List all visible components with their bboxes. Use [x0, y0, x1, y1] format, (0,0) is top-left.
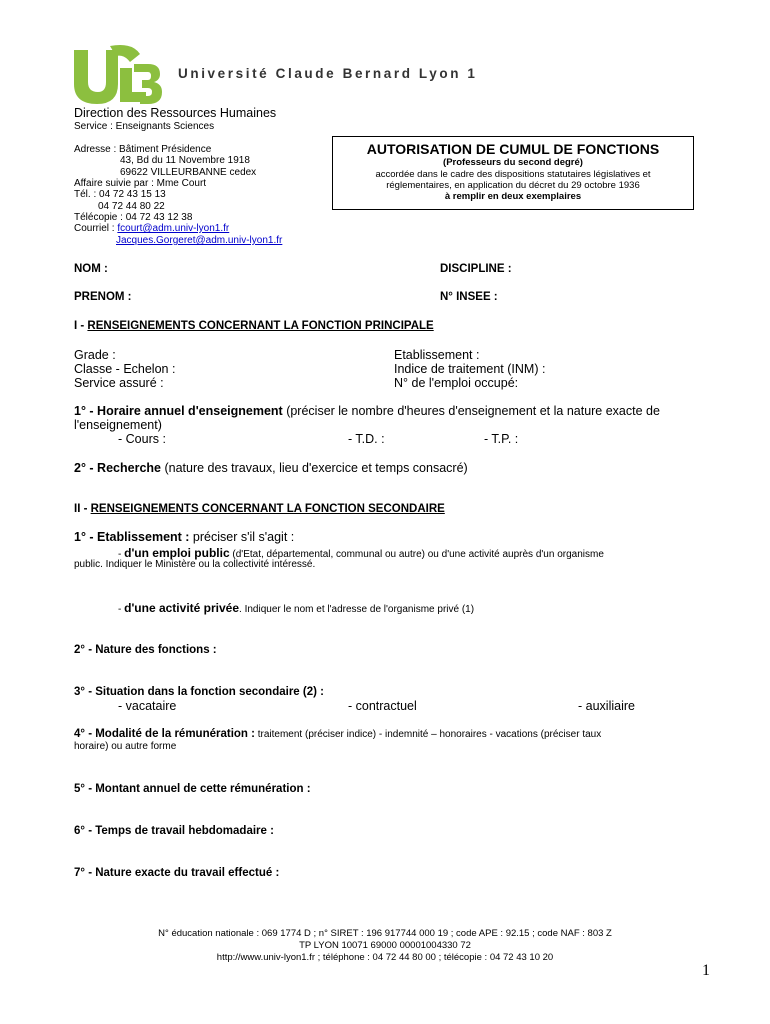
question-nature-functions: 2° - Nature des fonctions :	[74, 644, 217, 656]
question-research: 2° - Recherche (nature des travaux, lieu d'exercice et temps consacré)	[74, 461, 468, 475]
university-name: Université Claude Bernard Lyon 1	[178, 66, 478, 81]
phone-line: Tél. : 04 72 43 15 13	[74, 189, 166, 200]
question-work-nature: 7° - Nature exacte du travail effectué :	[74, 867, 280, 879]
tp-label: - T.P. :	[484, 432, 519, 446]
question-hours-cont: l'enseignement)	[74, 418, 162, 432]
university-logo	[70, 42, 162, 108]
fax-line: Télécopie : 04 72 43 12 38	[74, 212, 193, 223]
etablissement-label: Etablissement :	[394, 348, 480, 362]
email-link[interactable]: Jacques.Gorgeret@adm.univ-lyon1.fr	[116, 235, 283, 246]
nom-label: NOM :	[74, 263, 108, 275]
address-line: Adresse : Bâtiment Présidence	[74, 144, 212, 155]
footer-line: TP LYON 10071 69000 00001004330 72	[299, 940, 471, 951]
auxiliaire-option: - auxiliaire	[578, 699, 635, 713]
phone-line: 04 72 44 80 22	[98, 201, 165, 212]
email-link[interactable]: fcourt@adm.univ-lyon1.fr	[117, 223, 230, 234]
footer-line: http://www.univ-lyon1.fr ; téléphone : 04 72 44 80 00 ; télécopie : 04 72 43 10 20	[216, 952, 554, 963]
address-line: 43, Bd du 11 Novembre 1918	[120, 155, 250, 166]
followed-by: Affaire suivie par : Mme Court	[74, 178, 207, 189]
prenom-label: PRENOM :	[74, 291, 132, 303]
service-name: Service : Enseignants Sciences	[74, 121, 215, 132]
section-2-heading: II - RENSEIGNEMENTS CONCERNANT LA FONCTION SECONDAIRE	[74, 503, 445, 515]
form-subtitle: (Professeurs du second degré)	[443, 157, 583, 168]
insee-label: N° INSEE :	[440, 291, 498, 303]
form-instruction: à remplir en deux exemplaires	[444, 191, 582, 202]
question-establishment: 1° - Etablissement : préciser s'il s'agit :	[74, 530, 295, 544]
private-activity-option: - d'une activité privée. Indiquer le nom et l'adresse de l'organisme privé (1)	[118, 601, 475, 615]
direction-name: Direction des Ressources Humaines	[74, 106, 277, 120]
address-line: 69622 VILLEURBANNE cedex	[120, 167, 257, 178]
public-job-option: - d'un emploi public (d'Etat, départemental, communal ou autre) ou d'une activité auprès d'un organisme	[118, 546, 604, 560]
question-remuneration-cont: horaire) ou autre forme	[74, 741, 177, 752]
question-hours: 1° - Horaire annuel d'enseignement (préciser le nombre d'heures d'enseignement et la nature exacte de	[74, 404, 660, 418]
contractuel-option: - contractuel	[348, 699, 417, 713]
section-1-heading: I - RENSEIGNEMENTS CONCERNANT LA FONCTION PRINCIPALE	[74, 320, 434, 332]
form-description: accordée dans le cadre des dispositions statutaires législatives et	[375, 169, 651, 180]
title-box	[332, 136, 694, 210]
td-label: - T.D. :	[348, 432, 385, 446]
question-annual-amount: 5° - Montant annuel de cette rémunération :	[74, 783, 311, 795]
classe-label: Classe - Echelon :	[74, 362, 176, 376]
email-line	[74, 223, 229, 234]
form-title: AUTORISATION DE CUMUL DE FONCTIONS	[366, 141, 660, 157]
page-number: 1	[702, 962, 710, 979]
question-weekly-time: 6° - Temps de travail hebdomadaire :	[74, 825, 274, 837]
question-situation: 3° - Situation dans la fonction secondaire (2) :	[74, 686, 324, 698]
cours-label: - Cours :	[118, 432, 166, 446]
vacataire-option: - vacataire	[118, 699, 177, 713]
form-description: réglementaires, en application du décret du 29 octobre 1936	[386, 180, 640, 191]
discipline-label: DISCIPLINE :	[440, 263, 512, 275]
indice-label: Indice de traitement (INM) :	[394, 362, 546, 376]
grade-label: Grade :	[74, 348, 116, 362]
question-remuneration: 4° - Modalité de la rémunération : traitement (préciser indice) - indemnité – honoraires - vacations (préciser taux	[74, 728, 602, 740]
public-job-option-cont: public. Indiquer le Ministère ou la collectivité intéressé.	[74, 559, 316, 570]
service-label: Service assuré :	[74, 376, 164, 390]
email-label: Courriel :	[74, 223, 118, 234]
footer-line: N° éducation nationale : 069 1774 D ; n° SIRET : 196 917744 000 19 ; code APE : 92.15 ; code NAF : 803 Z	[158, 928, 612, 939]
emploi-label: N° de l'emploi occupé:	[394, 376, 519, 390]
email-line	[116, 235, 282, 246]
